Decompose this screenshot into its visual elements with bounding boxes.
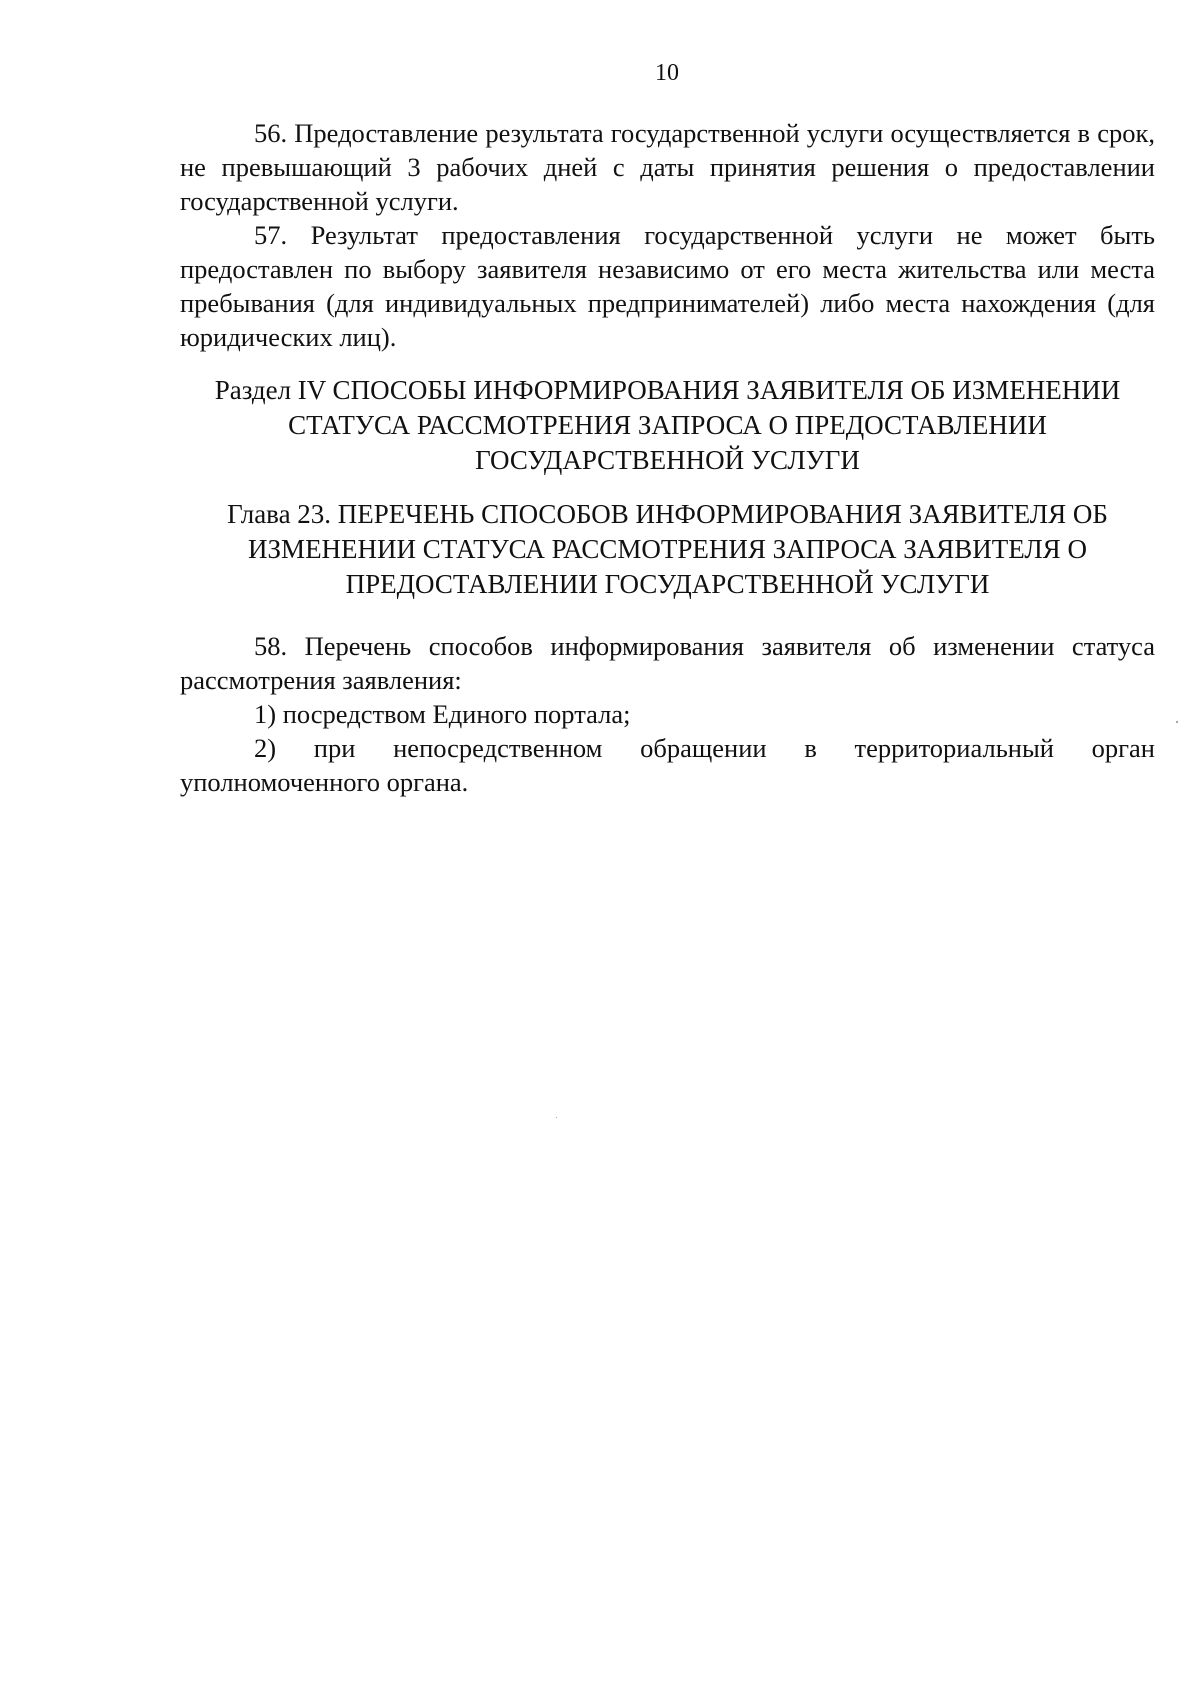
paragraph-58: 58. Перечень способов информирования заявителя об изменении статуса рассмотрения заявления: <box>180 631 1155 695</box>
paragraph-block-top <box>180 116 1155 354</box>
paragraph-56: 56. Предоставление результата государственной услуги осуществляется в срок, не превышающий 3 рабочих дней с даты принятия решения о предоставлении государственной услуги. <box>180 118 1155 216</box>
paragraph-block-bottom <box>180 629 1155 799</box>
scan-speck <box>556 1117 557 1118</box>
chapter-heading: Глава 23. ПЕРЕЧЕНЬ СПОСОБОВ ИНФОРМИРОВАНИЯ ЗАЯВИТЕЛЯ ОБ ИЗМЕНЕНИИ СТАТУСА РАССМОТРЕНИЯ ЗАПРОСА ЗАЯВИТЕЛЯ О ПРЕДОСТАВЛЕНИИ ГОСУДАРСТВЕННОЙ УСЛУГИ <box>227 499 1108 599</box>
scan-speck <box>1176 721 1178 723</box>
paragraph-57: 57. Результат предоставления государственной услуги не может быть предоставлен по выбору заявителя независимо от его места жительства или места пребывания (для индивидуальных предпринимателей) либо места нахождения (для юридических лиц). <box>180 220 1155 352</box>
section-heading: Раздел IV СПОСОБЫ ИНФОРМИРОВАНИЯ ЗАЯВИТЕЛЯ ОБ ИЗМЕНЕНИИ СТАТУСА РАССМОТРЕНИЯ ЗАПРОСА О ПРЕДОСТАВЛЕНИИ ГОСУДАРСТВЕННОЙ УСЛУГИ <box>214 375 1121 475</box>
list-item-1: 1) посредством Единого портала; <box>254 699 631 729</box>
page-number: 10 <box>655 60 679 86</box>
list-item-2: 2) при непосредственном обращении в территориальный орган уполномоченного органа. <box>180 733 1155 797</box>
